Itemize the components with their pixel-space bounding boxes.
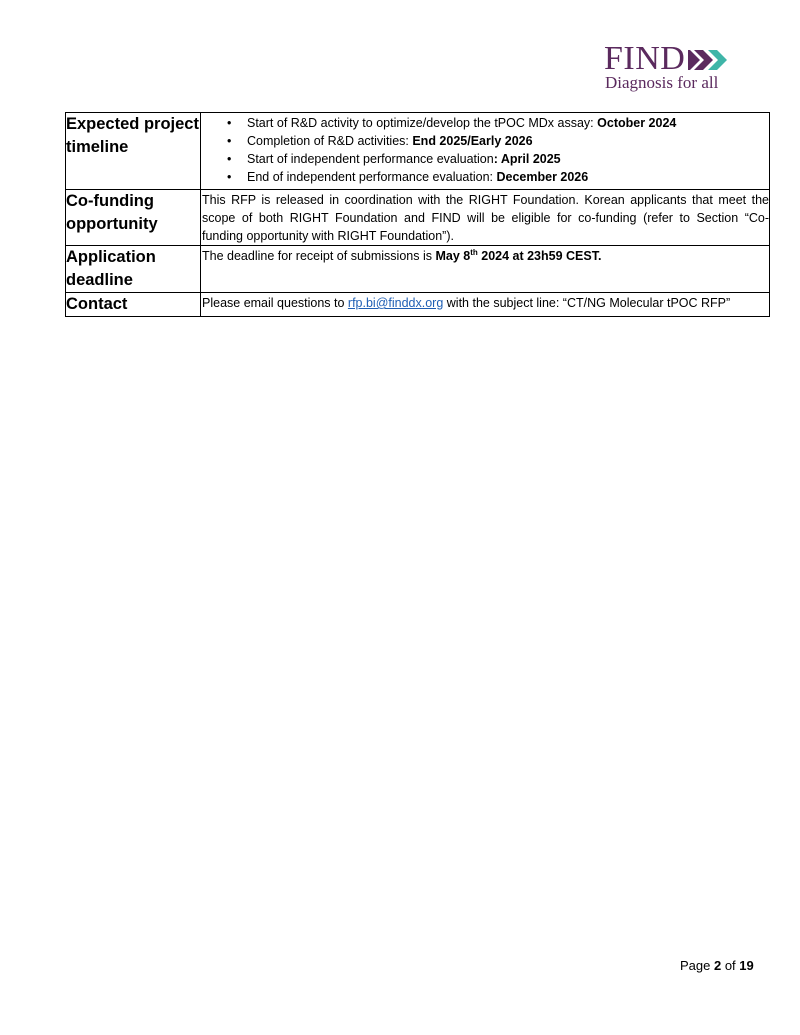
paragraph-line: scope of both RIGHT Foundation and FIND will be eligible for co-funding (refer to Section “Co- xyxy=(202,211,769,225)
deadline-label xyxy=(66,246,201,293)
list-item: • Start of R&D activity to optimize/develop the tPOC MDx assay: October 2024 xyxy=(227,116,677,130)
list-item: • Completion of R&D activities: End 2025/Early 2026 xyxy=(227,134,533,148)
table-row xyxy=(66,113,770,190)
deadline-content xyxy=(201,246,770,293)
bullet-icon: • xyxy=(227,134,232,148)
deadline-paragraph: The deadline for receipt of submissions is May 8th 2024 at 23h59 CEST. xyxy=(202,247,602,263)
table-row xyxy=(66,246,770,293)
contact-paragraph: Please email questions to rfp.bi@finddx.org with the subject line: “CT/NG Molecular tPOC RFP” xyxy=(202,296,731,310)
bullet-icon: • xyxy=(227,152,232,166)
label-text: opportunity xyxy=(66,215,158,233)
label-text: timeline xyxy=(66,138,129,156)
cofunding-paragraph xyxy=(201,190,769,245)
label-text: Expected project xyxy=(66,115,199,133)
cofunding-label xyxy=(66,190,201,246)
paragraph-line: funding opportunity with RIGHT Foundation”). xyxy=(202,229,454,243)
paragraph-line: This RFP is released in coordination with the RIGHT Foundation. Korean applicants that meet the xyxy=(202,193,769,207)
timeline-label xyxy=(66,113,201,190)
label-text: deadline xyxy=(66,271,133,289)
logo-arrows-icon xyxy=(688,47,738,73)
page-number: Page 2 of 19 xyxy=(680,958,754,973)
list-item: • Start of independent performance evaluation: April 2025 xyxy=(227,152,561,166)
label-text: Application xyxy=(66,248,156,266)
table-row xyxy=(66,190,770,246)
timeline-list xyxy=(201,114,769,186)
find-logo xyxy=(604,42,744,94)
timeline-content xyxy=(201,113,770,190)
label-text: Contact xyxy=(66,295,128,313)
table-row xyxy=(66,293,770,317)
label-text: Co-funding xyxy=(66,192,154,210)
list-item: • End of independent performance evaluation: December 2026 xyxy=(227,170,589,184)
bullet-icon: • xyxy=(227,116,232,130)
rfp-summary-table xyxy=(65,112,770,317)
bullet-icon: • xyxy=(227,170,232,184)
contact-label xyxy=(66,293,201,317)
cofunding-content xyxy=(201,190,770,246)
logo-tagline: Diagnosis for all xyxy=(605,73,719,92)
deadline-date: May 8th 2024 at 23h59 CEST. xyxy=(435,247,602,263)
contact-content xyxy=(201,293,770,317)
email-link[interactable]: rfp.bi@finddx.org xyxy=(347,296,444,310)
logo-wordmark: FIND xyxy=(604,40,686,77)
